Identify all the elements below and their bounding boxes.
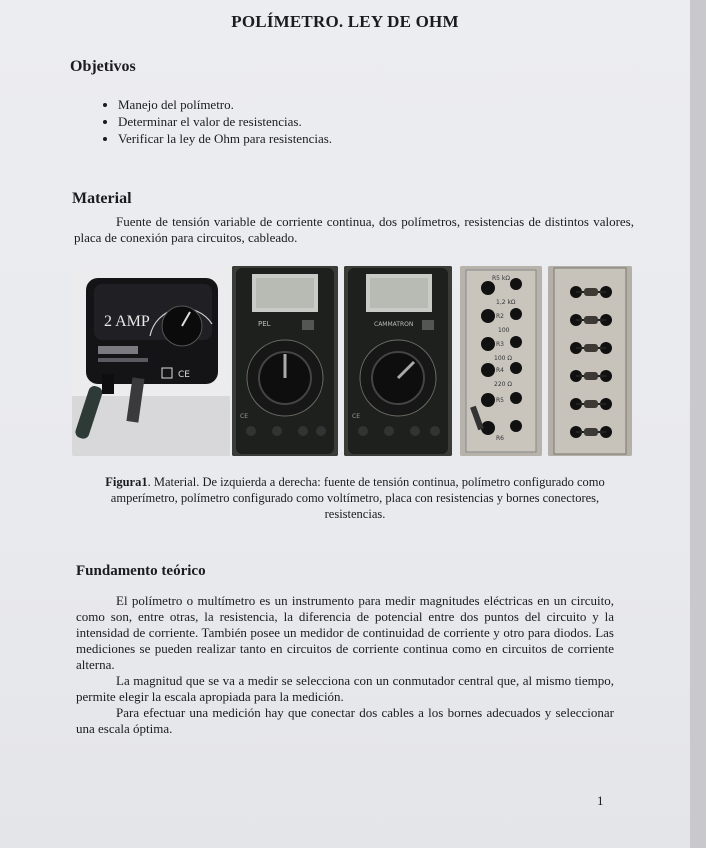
board-label: R3: [496, 341, 504, 348]
board-label: 1,2 kΩ: [496, 299, 516, 306]
figure-label: Figura1: [105, 475, 148, 489]
svg-text:CE: CE: [240, 413, 248, 420]
svg-text:CE: CE: [178, 370, 190, 380]
board-label: R5: [496, 397, 504, 404]
objectives-list: [90, 96, 332, 147]
objectives-heading: Objetivos: [70, 58, 136, 75]
board-label: 220 Ω: [494, 381, 512, 388]
list-item: • Verificar la ley de Ohm para resistencias.: [118, 130, 332, 147]
meter-brand-1: PEL: [258, 320, 271, 328]
list-item: • Determinar el valor de resistencias.: [118, 113, 332, 130]
paragraph: La magnitud que se va a medir se selecciona con un conmutador central que, al mismo tiempo, permite elegir la escala apropiada para la medición.: [76, 673, 614, 704]
svg-text:CE: CE: [352, 413, 360, 420]
figure-caption: [100, 474, 610, 522]
material-heading: Material: [72, 190, 132, 207]
board-label: R6: [496, 435, 504, 442]
paragraph: El polímetro o multímetro es un instrumento para medir magnitudes eléctricas en un circuito, como son, entre otras, la resistencia, la diferencia de potencial entre dos puntos del circuito y la intensidad de corriente. También posee un medidor de continuidad de corriente y otro para diodos. Las mediciones se pueden realizar tanto en circuitos de corriente continua como en circuitos de corriente alterna.: [76, 593, 614, 672]
board-label: 100: [498, 327, 510, 334]
amp-label: 2 AMP: [104, 313, 150, 330]
board-label: R5 kΩ: [492, 275, 510, 282]
resistor-board-photo: [460, 266, 542, 456]
material-text: Fuente de tensión variable de corriente continua, dos polímetros, resistencias de distintos valores, placa de conexión para circuitos, cableado.: [74, 214, 634, 245]
theory-text: [76, 593, 614, 737]
page-title: POLÍMETRO. LEY DE OHM: [231, 12, 459, 31]
figure-caption-text: . Material. De izquierda a derecha: fuente de tensión continua, polímetro configurado como amperímetro, polímetro configurado como voltímetro, placa con resistencias y bornes conectores, resistencias.: [110, 475, 605, 521]
material-figure: [72, 266, 632, 458]
board-label: R2: [496, 313, 504, 320]
power-source-photo: [72, 266, 230, 456]
board-label: 100 Ω: [494, 355, 512, 362]
board-label: R4: [496, 367, 504, 374]
paragraph: Para efectuar una medición hay que conectar dos cables a los bornes adecuados y seleccionar una escala óptima.: [76, 705, 614, 736]
resistors-photo: [548, 266, 632, 456]
list-item: • Manejo del polímetro.: [118, 96, 332, 113]
page-edge: [690, 0, 706, 848]
theory-heading: Fundamento teórico: [76, 563, 206, 579]
multimeter-voltmeter-photo: [344, 266, 452, 456]
multimeter-ammeter-photo: [232, 266, 338, 456]
page-number: 1: [597, 793, 604, 808]
meter-brand-2: CAMMATRON: [374, 321, 414, 328]
